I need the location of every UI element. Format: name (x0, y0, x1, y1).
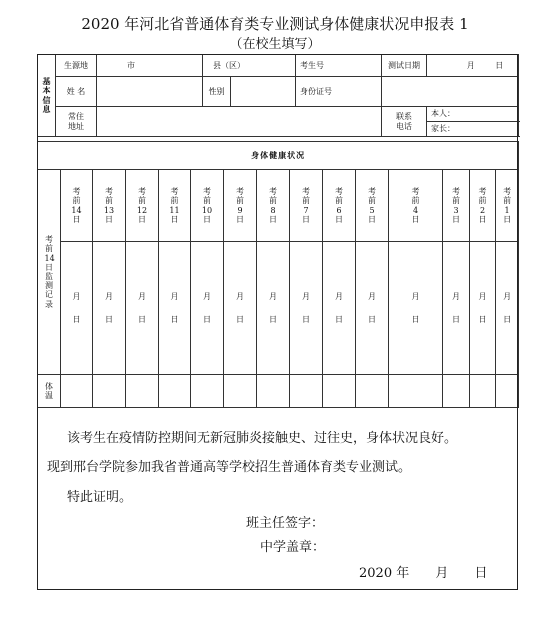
monitor-entry-3[interactable]: 月 日 (443, 242, 470, 375)
city-label: 市 (127, 60, 135, 70)
teacher-signature-label: 班主任签字： (246, 516, 325, 531)
certification-date-month: 月 (435, 566, 449, 581)
monitor-entry-12[interactable]: 月 日 (126, 242, 159, 375)
monitor-entry-10[interactable]: 月 日 (191, 242, 224, 375)
day-number: 11 (169, 205, 180, 215)
day-header-4: 考 前 4 日 (389, 170, 443, 242)
certification-paragraph-2: 现到邢台学院参加我省普通高等学校招生普通体育类专业测试。 (47, 460, 412, 475)
day-number: 3 (453, 205, 459, 215)
contact-label: 联系电话 (382, 107, 427, 137)
monitor-entry-8[interactable]: 月 日 (257, 242, 290, 375)
health-section-title: 身体健康状况 (38, 142, 519, 170)
day-header-7: 考 前 7 日 (290, 170, 323, 242)
monitor-entry-11[interactable]: 月 日 (159, 242, 191, 375)
day-number: 4 (412, 205, 419, 215)
certification-date-year: 2020 年 (359, 566, 410, 581)
day-header-1: 考 前 1 日 (496, 170, 519, 242)
day-number: 12 (136, 205, 148, 215)
day-header-9: 考 前 9 日 (224, 170, 257, 242)
certification-closing: 特此证明。 (67, 490, 133, 505)
day-header-10: 考 前 10 日 (191, 170, 224, 242)
day-header-13: 考 前 13 日 (93, 170, 126, 242)
certification-paragraph-1: 该考生在疫情防控期间无新冠肺炎接触史、过往史，身体状况良好。 (67, 431, 458, 446)
school-seal-label: 中学盖章： (260, 540, 326, 555)
contact-parent-label: 家长： (431, 124, 455, 134)
county-label: 县（区） (213, 60, 245, 70)
monitor-entry-5[interactable]: 月 日 (356, 242, 389, 375)
day-number: 14 (71, 205, 82, 215)
monitor-entry-6[interactable]: 月 日 (323, 242, 356, 375)
monitor-entry-4[interactable]: 月 日 (389, 242, 443, 375)
monitor-entry-9[interactable]: 月 日 (224, 242, 257, 375)
day-header-2: 考 前 2 日 (470, 170, 496, 242)
monitor-entry-13[interactable]: 月 日 (93, 242, 126, 375)
monitor-entry-7[interactable]: 月 日 (290, 242, 323, 375)
certification-block (37, 407, 518, 590)
day-header-6: 考 前 6 日 (323, 170, 356, 242)
basic-info-side-label: 基本信息 (38, 55, 56, 137)
day-number: 8 (270, 205, 276, 215)
certification-date-day: 日 (474, 566, 488, 581)
monitor-entry-1[interactable]: 月 日 (496, 242, 519, 375)
contact-self-label: 本人： (431, 109, 455, 119)
day-number: 5 (369, 205, 375, 215)
day-header-14: 考 前 14 日 (61, 170, 93, 242)
day-number: 7 (303, 205, 309, 215)
day-number: 6 (336, 205, 342, 215)
id-number-label: 身份证号 (300, 86, 332, 96)
gender-label: 性别 (203, 77, 231, 107)
name-label: 姓 名 (56, 77, 97, 107)
form-title: 2020 年河北省普通体育类专业测试身体健康状况申报表 1 (81, 15, 469, 33)
day-header-5: 考 前 5 日 (356, 170, 389, 242)
day-header-3: 考 前 3 日 (443, 170, 470, 242)
day-number: 13 (103, 205, 115, 215)
day-header-11: 考 前 11 日 (159, 170, 191, 242)
temperature-label: 体温 (38, 375, 61, 408)
exam-number-label: 考生号 (300, 60, 324, 70)
day-header-12: 考 前 12 日 (126, 170, 159, 242)
monitor-record-label: 考前14日监测记录 (38, 170, 61, 375)
day-header-8: 考 前 8 日 (257, 170, 290, 242)
address-label: 常住地址 (56, 107, 97, 137)
day-number: 2 (479, 205, 486, 215)
monitor-entry-14[interactable]: 月 日 (61, 242, 93, 375)
test-date-day-label: 日 (495, 60, 504, 70)
test-date-label: 测试日期 (382, 55, 427, 77)
form-subtitle: （在校生填写） (229, 37, 321, 52)
test-date-month-label: 月 (466, 60, 475, 70)
day-number: 9 (237, 205, 243, 215)
origin-label: 生源地 (56, 55, 97, 77)
monitor-entry-2[interactable]: 月 日 (470, 242, 496, 375)
certification-date (359, 562, 488, 581)
day-number: 10 (201, 205, 213, 215)
day-number: 1 (504, 205, 510, 215)
